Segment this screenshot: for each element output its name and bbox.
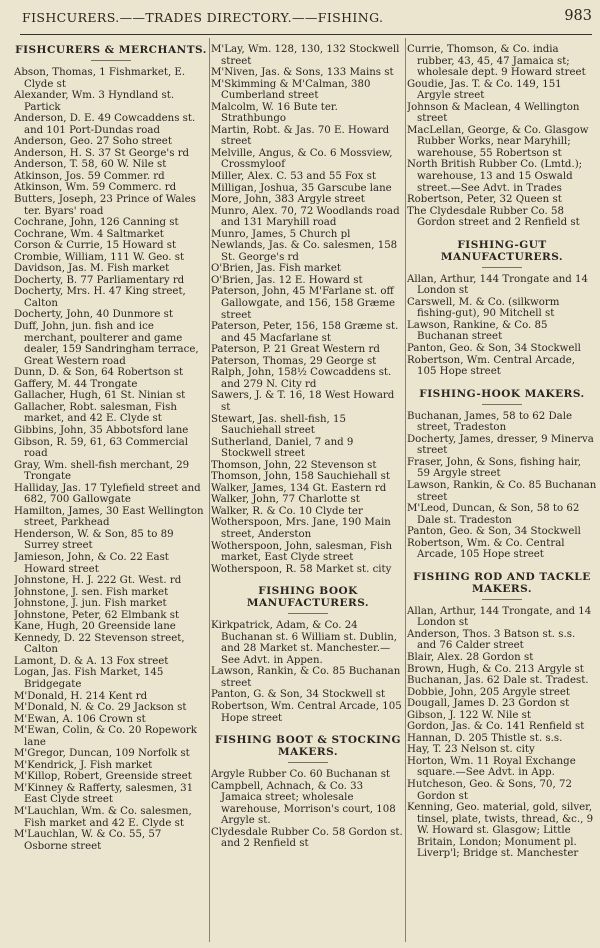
directory-entry: Crombie, William, 111 W. Geo. st (14, 251, 185, 263)
section-heading (211, 585, 405, 614)
directory-entry: Melville, Angus, & Co. 6 Mossview, Crossmyloof (211, 147, 393, 171)
directory-entry: Alexander, Wm. 3 Hyndland st. Partick (14, 90, 175, 113)
heading-rule (482, 599, 522, 600)
section-heading-text: FISHING BOOT & STOCKING MAKERS. (215, 734, 401, 759)
directory-entry: Atkinson, Wm. 59 Commerc. rd (14, 182, 177, 194)
directory-entry: Gray, Wm. shell-fish merchant, 29 Trongate (14, 459, 190, 483)
directory-entry: Lawson, Rankin, & Co. 85 Buchanan street (211, 666, 401, 689)
directory-entry: Paterson, Peter, 156, 158 Græme st. and 45 Macfarlane st (211, 321, 399, 344)
directory-entry: M'Ewan, Colin, & Co. 20 Ropework lane (14, 725, 197, 748)
directory-entry: M'Donald, H. 214 Kent rd (14, 690, 148, 702)
directory-entry: M'Gregor, Duncan, 109 Norfolk st (14, 748, 190, 760)
directory-entry: Jamieson, John, & Co. 22 East Howard street (14, 551, 169, 575)
directory-entry: M'Killop, Robert, Greenside street (14, 771, 192, 783)
directory-entry: Miller, Alex. C. 53 and 55 Fox st (211, 171, 376, 183)
directory-entry: Kennedy, D. 22 Stevenson street, Calton (14, 632, 185, 656)
column-3 (407, 44, 597, 944)
directory-entry: Hamilton, James, 30 East Wellington street, Parkhead (14, 505, 204, 529)
directory-entry: Sutherland, Daniel, 7 and 9 Stockwell street (211, 436, 354, 460)
section-heading-text: FISHING-GUT MANUFACTURERS. (440, 238, 564, 263)
column-divider (405, 38, 406, 942)
heading-rule (288, 613, 328, 614)
directory-entry: Fraser, John, & Sons, fishing hair, 59 Argyle street (407, 456, 582, 480)
directory-entry: Johnstone, J. sen. Fish market (14, 586, 169, 598)
directory-entry: Ralph, John, 158½ Cowcaddens st. and 279 N. City rd (211, 367, 392, 390)
directory-entry: Anderson, H. S. 37 St George's rd (14, 147, 190, 159)
directory-entry: Campbell, Achnach, & Co. 33 Jamaica street; wholesale warehouse, Morrison's court, 108 Argyle st. (211, 780, 396, 827)
directory-entry: Robertson, Wm. Central Arcade, 105 Hope street (211, 700, 402, 724)
directory-entry: Hutcheson, Geo. & Sons, 70, 72 Gordon st (407, 778, 572, 802)
directory-entry: Horton, Wm. 11 Royal Exchange square.—See Advt. in App. (407, 755, 576, 779)
directory-entry: Munro, James, 5 Church pl (211, 228, 351, 240)
directory-entry: Allan, Arthur, 144 Trongate and 14 London st (407, 273, 589, 297)
directory-entry: Gibson, R. 59, 61, 63 Commercial road (14, 436, 188, 460)
directory-entry: Atkinson, Jos. 59 Commer. rd (14, 170, 165, 182)
directory-entry: Martin, Robt. & Jas. 70 E. Howard street (211, 124, 390, 148)
directory-entry: Allan, Arthur, 144 Trongate, and 14 London st (407, 605, 592, 629)
directory-entry: M'Kinney & Rafferty, salesmen, 31 East Clyde street (14, 782, 194, 806)
directory-entry: M'Skimming & M'Calman, 380 Cumberland street (211, 78, 371, 102)
directory-entry: Dunn, D. & Son, 64 Robertson st (14, 367, 184, 379)
directory-entry: Docherty, James, dresser, 9 Minerva street (407, 433, 594, 457)
directory-entry: Gordon, Jas. & Co. 141 Renfield st (407, 721, 585, 733)
directory-entry: Robertson, Peter, 32 Queen st (407, 194, 562, 206)
running-title: FISHCURERS.——TRADES DIRECTORY.——FISHING. (22, 10, 384, 25)
column-2 (211, 44, 405, 944)
page-number: 983 (564, 8, 592, 24)
directory-entry: Robertson, Wm. & Co. Central Arcade, 105 Hope street (407, 537, 565, 561)
directory-entry: Thomson, John, 158 Sauchiehall st (211, 471, 390, 483)
directory-entry: Docherty, Mrs. H. 47 King street, Calton (14, 286, 186, 309)
directory-entry: Paterson, Thomas, 29 George st (211, 355, 377, 367)
directory-entry: Wotherspoon, R. 58 Market st. city (211, 563, 392, 575)
directory-entry: Currie, Thomson, & Co. india rubber, 43, 45, 47 Jamaica st; wholesale dept. 9 Howard street (407, 44, 586, 79)
directory-entry: Wotherspoon, Mrs. Jane, 190 Main street, Anderston (211, 517, 391, 540)
column-divider (209, 38, 210, 942)
directory-entry: MacLellan, George, & Co. Glasgow Rubber Works, near Maryhill; warehouse, 55 Robertson st (407, 124, 589, 159)
header-rule (20, 34, 592, 35)
directory-entry: More, John, 383 Argyle street (211, 194, 365, 206)
directory-entry: Butters, Joseph, 23 Prince of Wales ter. Byars' road (14, 194, 196, 217)
directory-entry: Johnstone, H. J. 222 Gt. West. rd (14, 575, 182, 587)
directory-entry: Lamont, D. & A. 13 Fox street (14, 655, 169, 667)
directory-entry: Panton, Geo. & Son, 34 Stockwell (407, 343, 581, 355)
directory-entry: Kenning, Geo. material, gold, silver, tinsel, plate, twists, thread, &c., 9 W. Howard st. Glasgow; Little Britain, London; Monument pl. Liverp'l; Bridge st. Manchester (407, 802, 594, 860)
directory-entry: Walker, R. & Co. 10 Clyde ter (211, 505, 363, 517)
directory-entry: Dobbie, John, 205 Argyle street (407, 686, 570, 698)
directory-entry: Buchanan, James, 58 to 62 Dale street, Tradeston (407, 410, 573, 434)
directory-entry: M'Lay, Wm. 128, 130, 132 Stockwell street (211, 44, 400, 67)
directory-entry: Gibbins, John, 35 Abbotsford lane (14, 424, 189, 436)
directory-entry: Abson, Thomas, 1 Fishmarket, E. Clyde st (14, 67, 186, 90)
section-heading (407, 388, 597, 405)
directory-entry: Hay, T. 23 Nelson st. city (407, 744, 535, 756)
directory-entry: Anderson, T. 58, 60 W. Nile st (14, 159, 167, 171)
directory-entry: Blair, Alex. 28 Gordon st (407, 651, 534, 663)
section-heading-text: FISHING ROD AND TACKLE MAKERS. (413, 570, 591, 595)
directory-entry: Kirkpatrick, Adam, & Co. 24 Buchanan st. 6 William st. Dublin, and 28 Market st. Manchester.—See Advt. in Appen. (211, 620, 398, 666)
directory-entry: Paterson, John, 45 M'Farlane st. off Gallowgate, and 156, 158 Græme street (211, 286, 396, 321)
directory-entry: Duff, John, jun. fish and ice merchant, poulterer and game dealer, 159 Sandringham terrace, Great Western road (14, 321, 199, 367)
directory-entry: Malcolm, W. 16 Bute ter. Strathbungo (211, 101, 338, 125)
directory-entry: Milligan, Joshua, 35 Garscube lane (211, 182, 392, 194)
directory-entry: Carswell, M. & Co. (silkworm fishing-gut), 90 Mitchell st (407, 296, 560, 320)
directory-entry: Halliday, Jas. 17 Tylefield street and 682, 700 Gallowgate (14, 482, 201, 506)
section-heading (407, 571, 597, 600)
directory-entry: M'Donald, N. & Co. 29 Jackson st (14, 702, 187, 714)
directory-entry: Lawson, Rankin, & Co. 85 Buchanan street (407, 479, 597, 503)
directory-entry: O'Brien, Jas. 12 E. Howard st (211, 274, 363, 286)
directory-entry: Buchanan, Jas. 62 Dale st. Tradest. (407, 675, 589, 687)
directory-entry: Dougall, James D. 23 Gordon st (407, 698, 570, 710)
directory-entry: M'Lauchlan, Wm. & Co. salesmen, Fish market and 42 E. Clyde st (14, 806, 192, 829)
directory-entry: North British Rubber Co. (Lmtd.); warehouse, 13 and 15 Oswald street.—See Advt. in Trades (407, 159, 583, 194)
directory-entry: Corson & Currie, 15 Howard st (14, 240, 177, 252)
directory-entry: Cochrane, John, 126 Canning st (14, 217, 179, 229)
directory-entry: Wotherspoon, John, salesman, Fish market, East Clyde street (211, 540, 393, 564)
directory-entry: Robertson, Wm. Central Arcade, 105 Hope street (407, 354, 576, 378)
directory-entry: Anderson, Geo. 27 Soho street (14, 136, 172, 148)
section-heading (407, 239, 597, 268)
directory-entry: Paterson, P. 21 Great Western rd (211, 344, 380, 356)
directory-entry: Sawers, J. & T. 16, 18 West Howard st (211, 390, 395, 413)
directory-entry: Gallacher, Hugh, 61 St. Ninian st (14, 390, 186, 402)
directory-entry: Walker, John, 77 Charlotte st (211, 494, 360, 506)
directory-entry: Henderson, W. & Son, 85 to 89 Surrey street (14, 528, 174, 552)
directory-entry: Davidson, Jas. M. Fish market (14, 263, 170, 275)
section-heading-text: FISHING BOOK MANUFACTURERS. (246, 585, 370, 610)
heading-rule (91, 60, 131, 61)
directory-entry: Docherty, John, 40 Dunmore st (14, 309, 173, 321)
directory-entry: Munro, Alex. 70, 72 Woodlands road and 131 Maryhill road (211, 205, 400, 229)
running-header (0, 8, 600, 30)
directory-entry: Logan, Jas. Fish Market, 145 Bridgegate (14, 667, 164, 690)
section-heading (211, 734, 405, 763)
directory-entry: Brown, Hugh, & Co. 213 Argyle st (407, 663, 584, 675)
directory-entry: Gaffery, M. 44 Trongate (14, 378, 138, 390)
directory-entry: Docherty, B. 77 Parliamentary rd (14, 274, 185, 286)
directory-entry: Gallacher, Robt. salesman, Fish market, and 42 E. Clyde st (14, 401, 177, 425)
directory-entry: Clydesdale Rubber Co. 58 Gordon st. and 2 Renfield st (211, 826, 403, 850)
directory-entry: M'Niven, Jas. & Sons, 133 Mains st (211, 67, 394, 79)
directory-entry: M'Leod, Duncan, & Son, 58 to 62 Dale st. Tradeston (407, 503, 580, 526)
heading-rule (288, 762, 328, 763)
directory-entry: Newlands, Jas. & Co. salesmen, 158 St. George's rd (211, 240, 398, 263)
directory-entry: Argyle Rubber Co. 60 Buchanan st (211, 769, 391, 781)
column-1 (14, 44, 208, 944)
directory-entry: O'Brien, Jas. Fish market (211, 263, 341, 275)
directory-entry: Panton, G. & Son, 34 Stockwell st (211, 689, 386, 701)
directory-entry: Anderson, D. E. 49 Cowcaddens st. and 101 Port-Dundas road (14, 113, 196, 136)
directory-entry: Panton, Geo. & Son, 34 Stockwell (407, 526, 581, 538)
directory-entry: M'Lauchlan, W. & Co. 55, 57 Osborne street (14, 829, 162, 852)
directory-entry: Gibson, J. 122 W. Nile st (407, 709, 531, 721)
directory-entry: Thomson, John, 22 Stevenson st (211, 459, 377, 471)
directory-entry: Anderson, Thos. 3 Batson st. s.s. and 76 Calder street (407, 628, 576, 652)
heading-rule (482, 404, 522, 405)
section-heading-text: FISHCURERS & MERCHANTS. (15, 44, 207, 56)
directory-entry: Kane, Hugh, 20 Greenside lane (14, 621, 176, 633)
directory-entry: Johnstone, J. jun. Fish market (14, 598, 167, 610)
directory-entry: Cochrane, Wm. 4 Saltmarket (14, 228, 164, 240)
directory-entry: M'Ewan, A. 106 Crown st (14, 713, 146, 725)
directory-entry: Walker, James, 134 Gt. Eastern rd (211, 482, 387, 494)
directory-entry: The Clydesdale Rubber Co. 58 Gordon street and 2 Renfield st (407, 205, 580, 229)
directory-entry: Johnson & Maclean, 4 Wellington street (407, 101, 580, 125)
directory-entry: Lawson, Rankine, & Co. 85 Buchanan street (407, 319, 548, 343)
directory-entry: Goudie, Jas. T. & Co. 149, 151 Argyle street (407, 78, 562, 102)
section-heading-text: FISHING-HOOK MAKERS. (419, 387, 585, 400)
directory-entry: M'Kendrick, J. Fish market (14, 759, 153, 771)
section-heading (14, 44, 208, 61)
directory-entry: Johnstone, Peter, 62 Elmbank st (14, 609, 180, 621)
heading-rule (482, 267, 522, 268)
directory-entry: Hannan, D. 205 Thistle st. s.s. (407, 732, 563, 744)
directory-entry: Stewart, Jas. shell-fish, 15 Sauchiehall street (211, 413, 346, 437)
